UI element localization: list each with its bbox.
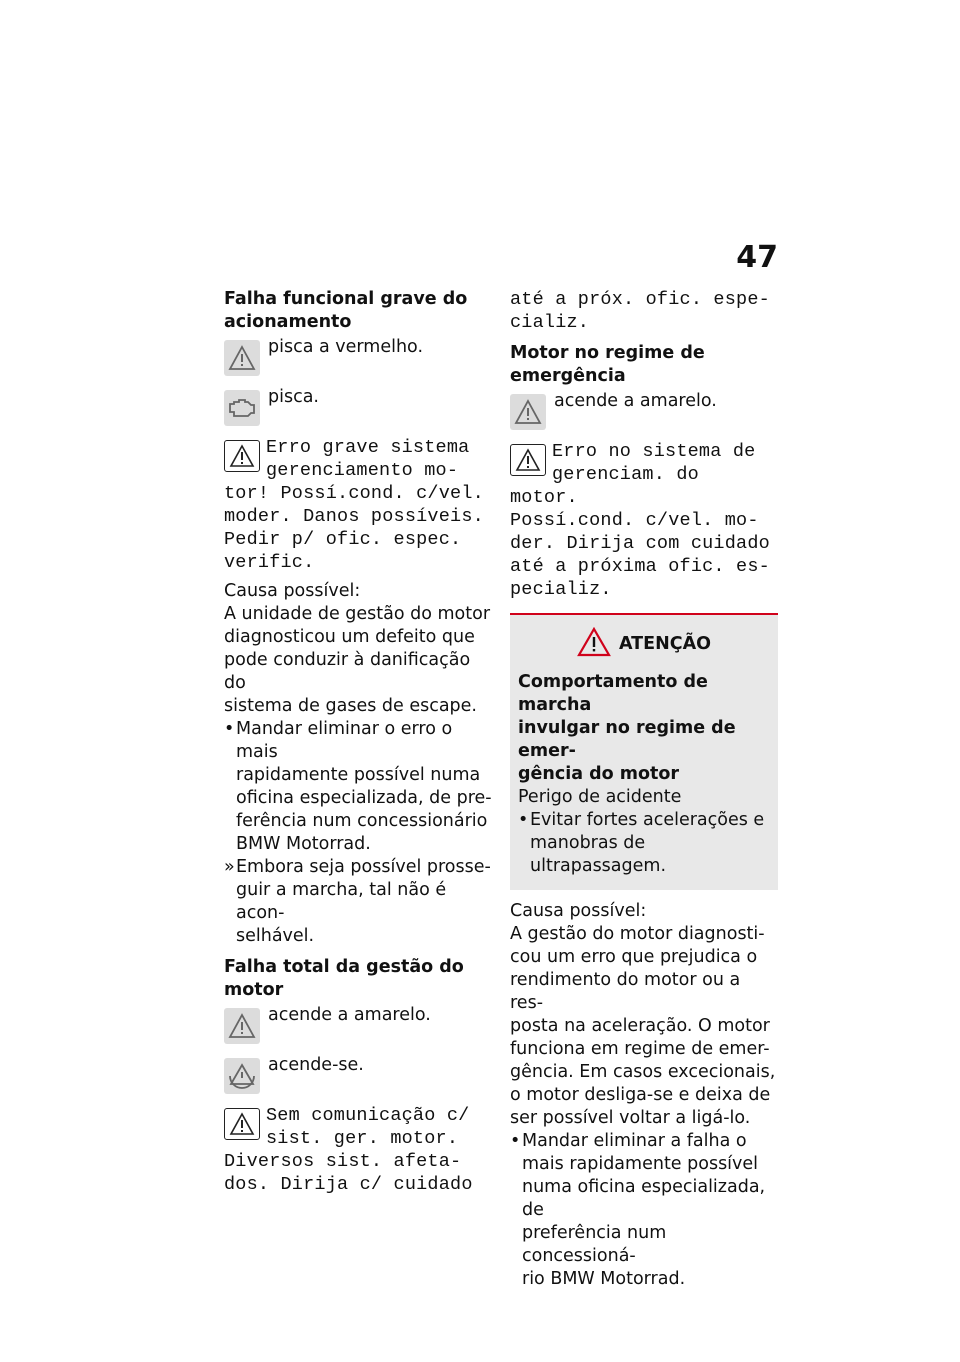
display-line: pecializ. bbox=[510, 579, 612, 600]
danger-triangle-icon bbox=[577, 627, 611, 661]
cause-label: Causa possível: bbox=[224, 581, 361, 601]
list-line: rapidamente possível numa bbox=[236, 765, 481, 785]
cause-text: gência. Em casos excecionais, bbox=[510, 1062, 776, 1082]
section-heading-total-failure: Falha total da gestão do motor bbox=[224, 957, 464, 1000]
action-list bbox=[510, 1130, 778, 1291]
list-item bbox=[510, 1130, 778, 1291]
left-column bbox=[224, 288, 492, 1202]
list-item bbox=[518, 809, 770, 878]
cause-text: diagnosticou um defeito que bbox=[224, 627, 475, 647]
warning-subtitle: Perigo de acidente bbox=[518, 787, 682, 807]
list-line: numa oficina especializada, de bbox=[522, 1177, 766, 1220]
cause-text: pode conduzir à danificação do bbox=[224, 650, 471, 693]
list-line: manobras de ultrapassagem. bbox=[530, 833, 667, 876]
list-line: Embora seja possível prosse- bbox=[236, 857, 491, 877]
cause-text: cou um erro que prejudica o bbox=[510, 947, 758, 967]
list-line: oficina especializada, de pre- bbox=[236, 788, 492, 808]
action-list bbox=[224, 718, 492, 948]
indicator-line bbox=[510, 390, 778, 432]
cause-text: rendimento do motor ou a res- bbox=[510, 970, 741, 1013]
display-line: Erro no sistema de bbox=[552, 441, 756, 462]
indicator-line bbox=[224, 1004, 492, 1046]
right-column bbox=[510, 288, 778, 1291]
cause-text: o motor desliga-se e deixa de bbox=[510, 1085, 771, 1105]
warning-triangle-icon bbox=[224, 1108, 260, 1140]
display-message bbox=[224, 436, 492, 574]
list-line: Mandar eliminar o erro o mais bbox=[236, 719, 453, 762]
display-line: até a próxima ofic. es- bbox=[510, 556, 770, 577]
display-line: Pedir p/ ofic. espec. bbox=[224, 529, 462, 550]
cause-text: A gestão do motor diagnosti- bbox=[510, 924, 765, 944]
indicator-text: acende a amarelo. bbox=[554, 391, 717, 411]
list-item bbox=[224, 718, 492, 856]
display-line: gerenciamento mo- bbox=[266, 460, 459, 481]
display-line: cializ. bbox=[510, 312, 590, 333]
throttle-icon bbox=[224, 1058, 260, 1094]
indicator-line bbox=[224, 1054, 492, 1096]
warning-triangle-icon bbox=[224, 440, 260, 472]
cause-text: ser possível voltar a ligá-lo. bbox=[510, 1108, 751, 1128]
page-number: 47 bbox=[736, 240, 778, 275]
display-message bbox=[224, 1104, 492, 1196]
display-line: Possí.cond. c/vel. mo- bbox=[510, 510, 759, 531]
list-line: Evitar fortes acelerações e bbox=[530, 810, 765, 830]
indicator-text: acende-se. bbox=[268, 1055, 364, 1075]
warning-heading: invulgar no regime de emer- bbox=[518, 718, 736, 761]
warning-triangle-icon bbox=[224, 340, 260, 376]
warning-heading: Comportamento de marcha bbox=[518, 672, 708, 715]
engine-icon bbox=[224, 390, 260, 426]
bullet-marker: » bbox=[224, 857, 235, 877]
display-line: moder. Danos possíveis. bbox=[224, 506, 484, 527]
cause-text: funciona em regime de emer- bbox=[510, 1039, 770, 1059]
display-line: dos. Dirija c/ cuidado bbox=[224, 1174, 473, 1195]
list-item bbox=[224, 856, 492, 948]
warning-triangle-icon bbox=[510, 394, 546, 430]
indicator-text: acende a amarelo. bbox=[268, 1005, 431, 1025]
display-line: sist. ger. motor. bbox=[266, 1128, 459, 1149]
warning-list bbox=[518, 809, 770, 878]
list-line: mais rapidamente possível bbox=[522, 1154, 759, 1174]
bullet-marker: • bbox=[510, 1131, 521, 1151]
list-line: selhável. bbox=[236, 926, 315, 946]
list-line: BMW Motorrad. bbox=[236, 834, 371, 854]
warning-header bbox=[518, 627, 770, 661]
list-line: rio BMW Motorrad. bbox=[522, 1269, 686, 1289]
display-line: até a próx. ofic. espe- bbox=[510, 289, 770, 310]
warning-heading: gência do motor bbox=[518, 764, 680, 784]
display-line: Erro grave sistema bbox=[266, 437, 470, 458]
display-line: verific. bbox=[224, 552, 315, 573]
indicator-line bbox=[224, 386, 492, 428]
indicator-text: pisca. bbox=[268, 387, 319, 407]
cause-text: sistema de gases de escape. bbox=[224, 696, 477, 716]
bullet-marker: • bbox=[518, 810, 529, 830]
warning-triangle-icon bbox=[510, 444, 546, 476]
cause-text: A unidade de gestão do motor bbox=[224, 604, 491, 624]
display-line: tor! Possí.cond. c/vel. bbox=[224, 483, 484, 504]
display-line: der. Dirija com cuidado bbox=[510, 533, 770, 554]
warning-triangle-icon bbox=[224, 1008, 260, 1044]
list-line: preferência num concessioná- bbox=[522, 1223, 667, 1266]
list-line: Mandar eliminar a falha o bbox=[522, 1131, 747, 1151]
warning-box bbox=[510, 613, 778, 890]
display-line: Sem comunicação c/ bbox=[266, 1105, 470, 1126]
indicator-text: pisca a vermelho. bbox=[268, 337, 424, 357]
display-message bbox=[510, 440, 778, 601]
display-line: gerenciam. do motor. bbox=[510, 464, 699, 508]
cause-label: Causa possível: bbox=[510, 901, 647, 921]
list-line: ferência num concessionário bbox=[236, 811, 488, 831]
warning-title: ATENÇÃO bbox=[619, 634, 711, 654]
section-heading-emergency-mode: Motor no regime de emergência bbox=[510, 343, 705, 386]
bullet-marker: • bbox=[224, 719, 235, 739]
section-heading-severe-fault: Falha funcional grave do acionamento bbox=[224, 289, 468, 332]
list-line: guir a marcha, tal não é acon- bbox=[236, 880, 447, 923]
indicator-line bbox=[224, 336, 492, 378]
display-line: Diversos sist. afeta- bbox=[224, 1151, 462, 1172]
cause-text: posta na aceleração. O motor bbox=[510, 1016, 770, 1036]
